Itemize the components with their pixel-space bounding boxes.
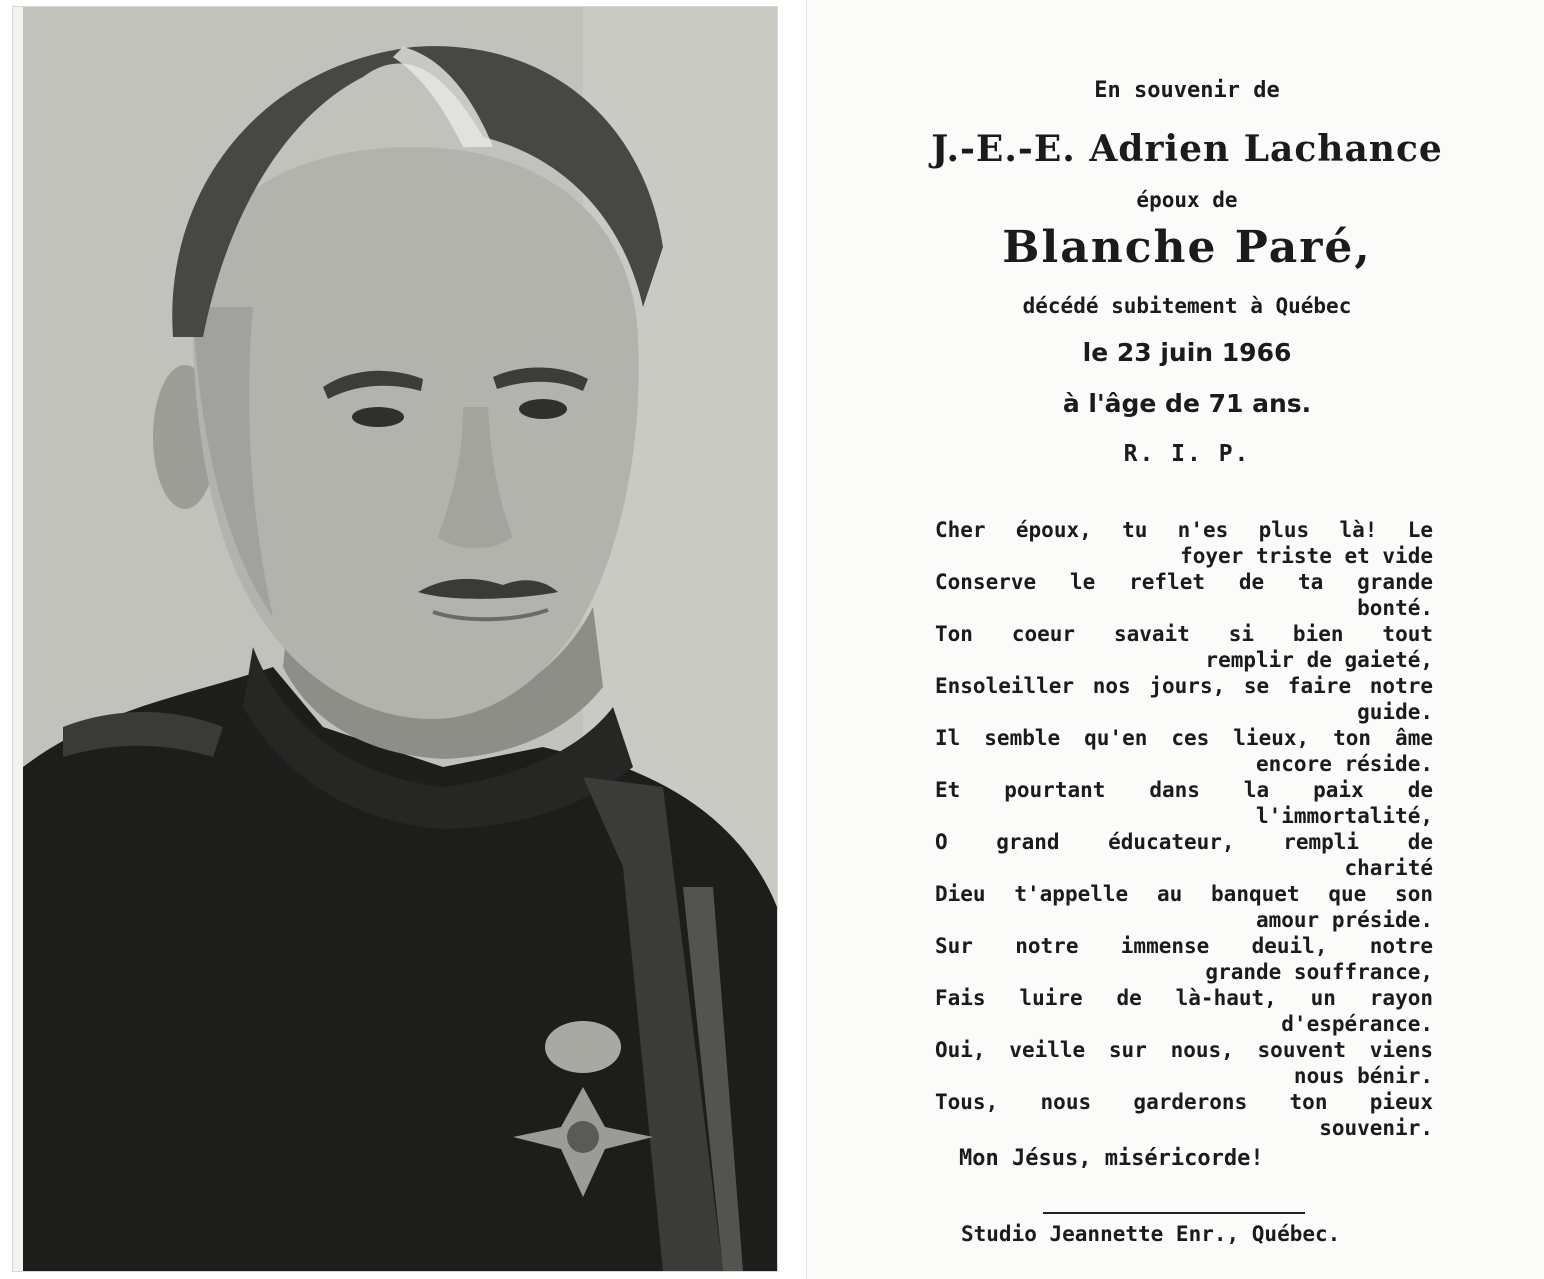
poem-line: d'espérance. [1281,1012,1433,1036]
poem-line: remplir de gaieté, [1205,648,1433,672]
poem-line: l'immortalité, [1255,804,1433,828]
poem-line: Ton coeur savait si bien tout [935,622,1433,646]
poem-line: foyer triste et vide [1180,544,1433,568]
poem-line: encore réside. [1255,752,1433,776]
poem-line: Tous, nous garderons ton pieux [935,1090,1433,1114]
deceased-name: J.-E.-E. Adrien Lachance [931,128,1443,170]
death-date: le 23 juin 1966 [1082,338,1292,367]
poem-line: amour préside. [1255,908,1433,932]
portrait-photo-card [12,6,778,1272]
divider-line [1043,1212,1305,1214]
age-at-death: à l'âge de 71 ans. [1062,389,1312,418]
poem-line: Fais luire de là-haut, un rayon [935,986,1433,1010]
poem-line: nous bénir. [1293,1064,1433,1088]
rip-text: R. I. P. [1123,441,1251,467]
portrait-photo [23,7,777,1271]
poem-line: Dieu t'appelle au banquet que son [935,882,1433,906]
souvenir-heading: En souvenir de [1094,78,1280,103]
poem-line: guide. [1357,700,1433,724]
poem-line: charité [1344,856,1433,880]
poem [935,517,1433,1141]
poem-line: Cher époux, tu n'es plus là! Le [935,518,1433,542]
poem-line: souvenir. [1319,1116,1433,1140]
poem-line: bonté. [1357,596,1433,620]
poem-line: Et pourtant dans la paix de [935,778,1433,802]
closing-prayer: Mon Jésus, miséricorde! [959,1146,1264,1171]
poem-line: Sur notre immense deuil, notre [935,934,1433,958]
spouse-label: époux de [1136,188,1238,212]
death-place: décédé subitement à Québec [1022,294,1352,318]
poem-line: grande souffrance, [1205,960,1433,984]
spouse-name: Blanche Paré, [1002,222,1372,273]
memorial-card [806,0,1544,1279]
portrait-illustration [23,7,777,1271]
studio-credit: Studio Jeannette Enr., Québec. [961,1222,1341,1246]
poem-line: O grand éducateur, rempli de [935,830,1433,854]
poem-line: Conserve le reflet de ta grande [935,570,1433,594]
poem-line: Il semble qu'en ces lieux, ton âme [935,726,1433,750]
poem-line: Oui, veille sur nous, souvent viens [935,1038,1433,1062]
poem-line: Ensoleiller nos jours, se faire notre [935,674,1433,698]
